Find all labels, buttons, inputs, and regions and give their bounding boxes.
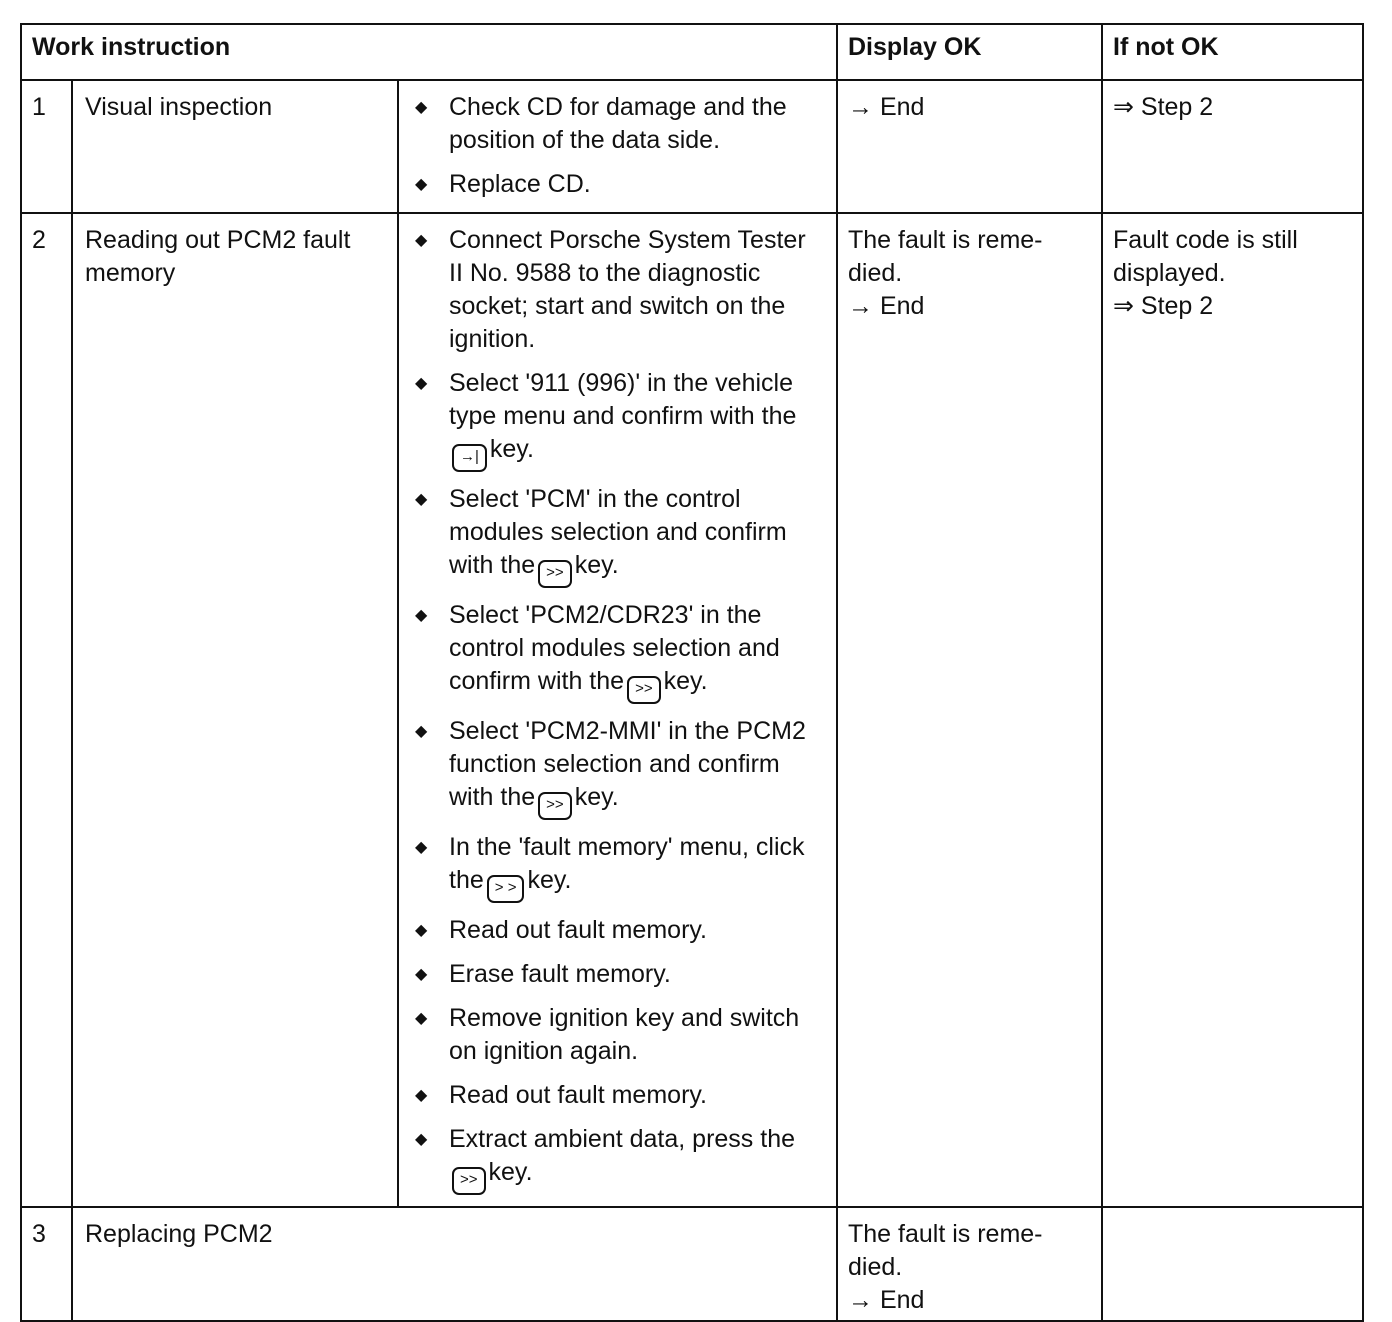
instruction-text-after: key. — [488, 1158, 533, 1186]
bullet-diamond-icon: ◆ — [415, 375, 428, 392]
instruction-item — [413, 483, 824, 588]
bullet-diamond-icon: ◆ — [415, 1131, 428, 1148]
display-ok-cell — [837, 1207, 1102, 1321]
header-display-ok: Display OK — [837, 24, 1102, 80]
instruction-text: Check CD for damage and the position of the data side. — [449, 93, 787, 154]
result-line: The fault is reme- — [848, 1220, 1043, 1248]
tester-key-icon: >> — [538, 792, 572, 820]
instruction-text: Replace CD. — [449, 170, 591, 198]
table-row — [21, 213, 1363, 1207]
result-line: died. — [848, 259, 903, 287]
instruction-item — [413, 1079, 824, 1112]
instruction-text: Read out fault memory. — [449, 1081, 707, 1109]
header-row — [21, 24, 1363, 80]
tester-key-icon: >> — [452, 1167, 486, 1195]
bullet-diamond-icon: ◆ — [415, 922, 428, 939]
instruction-text-after: key. — [489, 435, 534, 463]
instruction-text: Select '911 (996)' in the vehicle type menu and confirm with the — [449, 369, 797, 430]
result-line: → End — [848, 292, 925, 320]
instruction-text: Select 'PCM2-MMI' in the PCM2 function selection and confirm with the — [449, 717, 806, 811]
result-line: ⇒ Step 2 — [1113, 292, 1214, 320]
step-number: 2 — [21, 213, 72, 1207]
result-line: → End — [848, 93, 925, 121]
instruction-item — [413, 224, 824, 356]
result-line: → End — [848, 1286, 925, 1314]
instruction-item — [413, 599, 824, 704]
bullet-diamond-icon: ◆ — [415, 491, 428, 508]
bullet-diamond-icon: ◆ — [415, 99, 428, 116]
instruction-item — [413, 1002, 824, 1068]
result-line: The fault is reme- — [848, 226, 1043, 254]
step-number: 1 — [21, 80, 72, 213]
instruction-item — [413, 715, 824, 820]
task-name: Replacing PCM2 — [72, 1207, 837, 1321]
bullet-diamond-icon: ◆ — [415, 723, 428, 740]
instruction-item — [413, 91, 824, 157]
instruction-item — [413, 914, 824, 947]
if-not-ok-cell — [1102, 80, 1363, 213]
tester-key-icon: >> — [627, 676, 661, 704]
bullet-diamond-icon: ◆ — [415, 839, 428, 856]
instruction-text: Select 'PCM2/CDR23' in the control modules selection and confirm with the — [449, 601, 780, 695]
tester-key-icon: >> — [538, 560, 572, 588]
bullet-diamond-icon: ◆ — [415, 607, 428, 624]
instruction-item — [413, 168, 824, 201]
instruction-steps — [398, 80, 837, 213]
table-row — [21, 1207, 1363, 1321]
instruction-item — [413, 831, 824, 903]
instruction-item — [413, 958, 824, 991]
instruction-text: Remove ignition key and switch on ignition again. — [449, 1004, 800, 1065]
bullet-diamond-icon: ◆ — [415, 176, 428, 193]
instruction-text-after: key. — [527, 866, 572, 894]
instruction-steps — [398, 213, 837, 1207]
bullet-diamond-icon: ◆ — [415, 1087, 428, 1104]
instruction-text: Select 'PCM' in the control modules selection and confirm with the — [449, 485, 787, 579]
tester-key-icon: →| — [452, 444, 487, 472]
instruction-item — [413, 367, 824, 472]
task-name: Reading out PCM2 fault memory — [72, 213, 398, 1207]
work-instruction-table — [20, 23, 1364, 1322]
bullet-diamond-icon: ◆ — [415, 232, 428, 249]
instruction-text: Extract ambient data, press the — [449, 1125, 796, 1153]
table-row — [21, 80, 1363, 213]
instruction-text: Erase fault memory. — [449, 960, 671, 988]
header-if-not-ok: If not OK — [1102, 24, 1363, 80]
instruction-item — [413, 1123, 824, 1195]
step-number: 3 — [21, 1207, 72, 1321]
display-ok-cell — [837, 213, 1102, 1207]
if-not-ok-cell — [1102, 1207, 1363, 1321]
result-line: Fault code is still — [1113, 226, 1298, 254]
result-line: displayed. — [1113, 259, 1226, 287]
display-ok-cell — [837, 80, 1102, 213]
instruction-text-after: key. — [663, 667, 708, 695]
instruction-text-after: key. — [574, 783, 619, 811]
bullet-diamond-icon: ◆ — [415, 966, 428, 983]
if-not-ok-cell — [1102, 213, 1363, 1207]
instruction-text: Read out fault memory. — [449, 916, 707, 944]
tester-key-icon: > > — [487, 875, 525, 903]
task-name: Visual inspection — [72, 80, 398, 213]
result-line: ⇒ Step 2 — [1113, 93, 1214, 121]
bullet-diamond-icon: ◆ — [415, 1010, 428, 1027]
instruction-text: In the 'fault memory' menu, click the — [449, 833, 805, 894]
header-work-instruction: Work instruction — [21, 24, 837, 80]
result-line: died. — [848, 1253, 903, 1281]
instruction-text: Connect Porsche System Tester II No. 9588 to the diagnostic socket; start and switch on the ignition. — [449, 226, 806, 353]
instruction-text-after: key. — [574, 551, 619, 579]
